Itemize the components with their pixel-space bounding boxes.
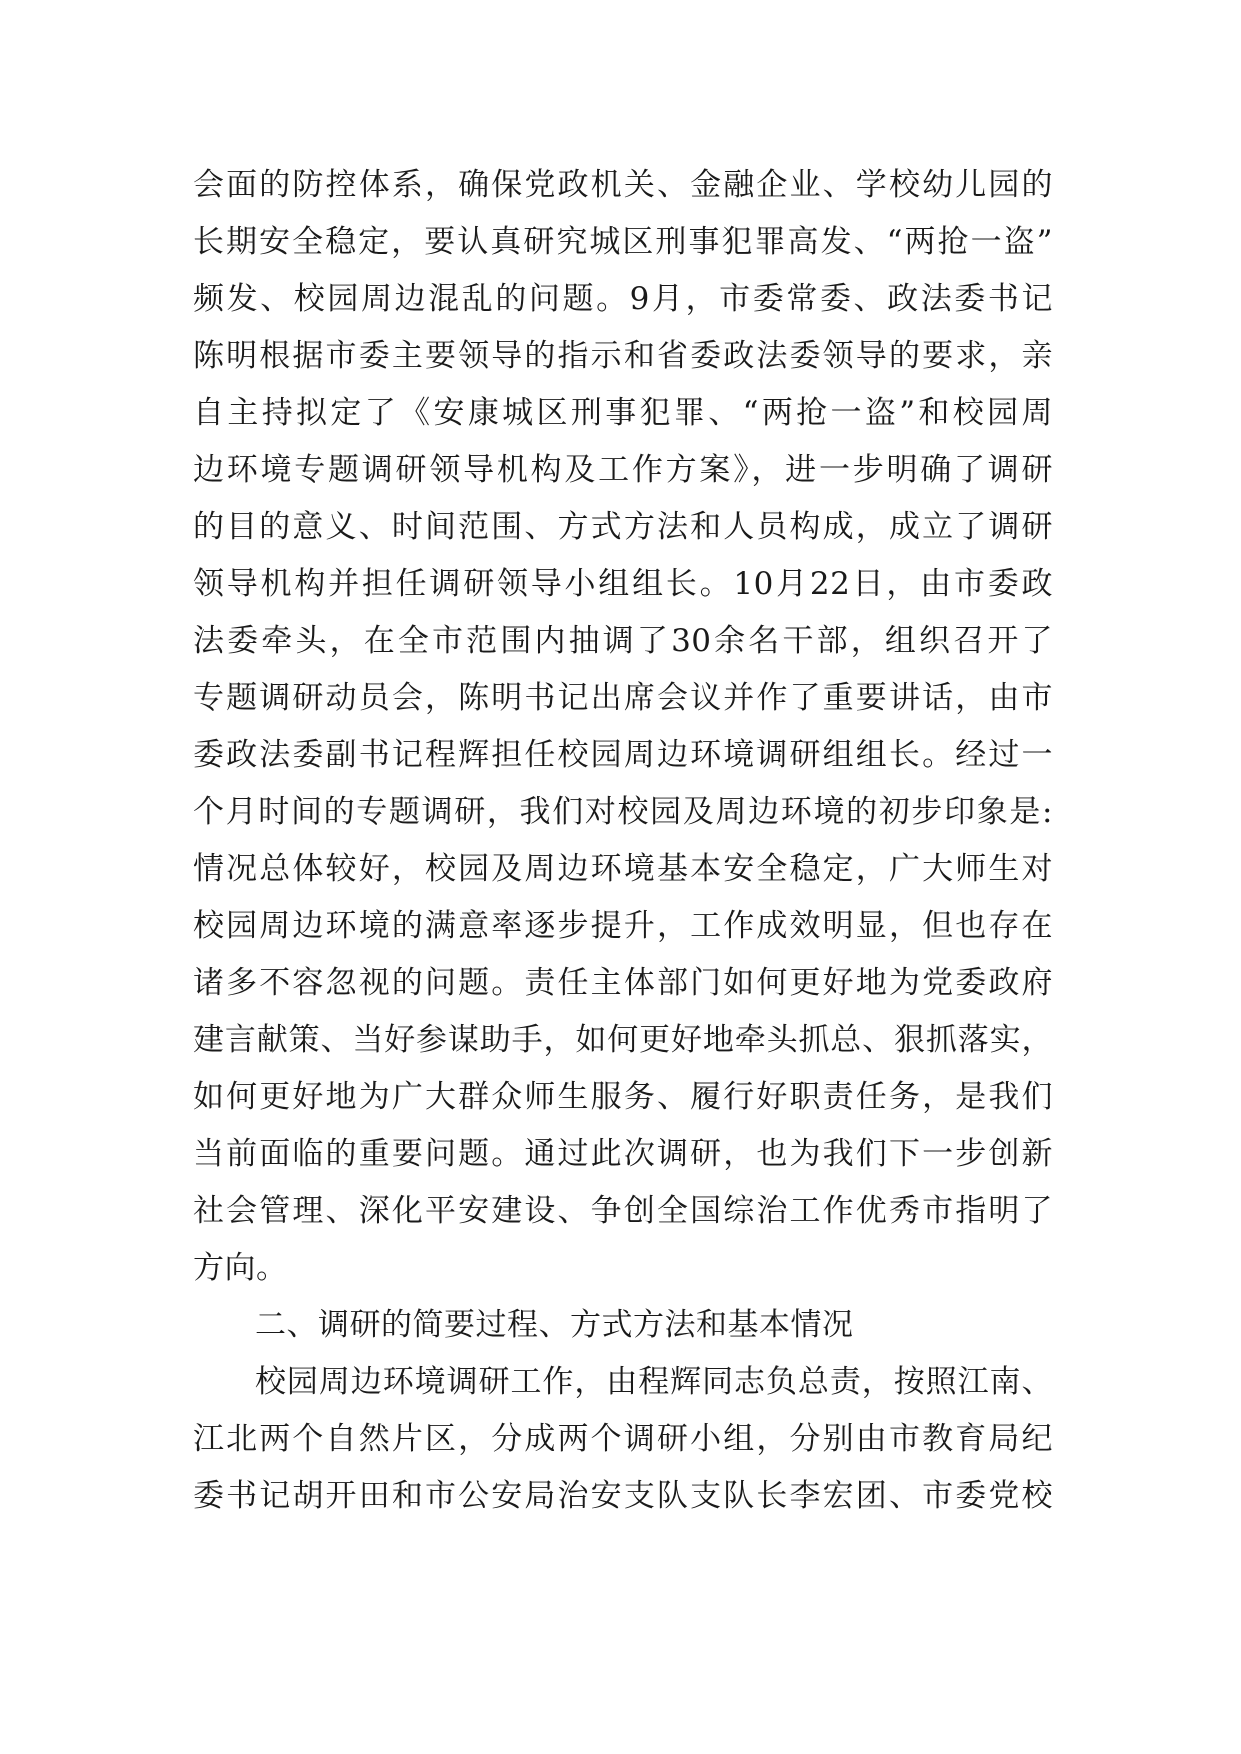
paragraph-line: 方向。	[193, 1250, 288, 1286]
paragraph-line: 委政法委副书记程辉担任校园周边环境调研组组长。经过一	[193, 737, 1053, 773]
paragraph-line: 自主持拟定了《安康城区刑事犯罪、“两抢一盗”和校园周	[193, 395, 1053, 431]
paragraph-line: 陈明根据市委主要领导的指示和省委政法委领导的要求，亲	[193, 338, 1053, 374]
paragraph-line: 长期安全稳定，要认真研究城区刑事犯罪高发、“两抢一盗”	[193, 224, 1053, 260]
paragraph-line: 校园周边环境的满意率逐步提升，工作成效明显，但也存在	[193, 908, 1053, 944]
paragraph-line: 的目的意义、时间范围、方式方法和人员构成，成立了调研	[193, 509, 1053, 545]
paragraph-line: 当前面临的重要问题。通过此次调研，也为我们下一步创新	[193, 1136, 1053, 1172]
paragraph-line: 专题调研动员会，陈明书记出席会议并作了重要讲话，由市	[193, 680, 1053, 716]
paragraph-line: 边环境专题调研领导机构及工作方案》，进一步明确了调研	[193, 452, 1053, 488]
paragraph-line: 建言献策、当好参谋助手，如何更好地牵头抓总、狠抓落实，	[193, 1022, 1053, 1058]
paragraph-line: 委书记胡开田和市公安局治安支队支队长李宏团、市委党校	[193, 1478, 1053, 1514]
paragraph-line: 领导机构并担任调研领导小组组长。10月22日，由市委政	[193, 566, 1053, 602]
paragraph-line: 江北两个自然片区，分成两个调研小组，分别由市教育局纪	[193, 1421, 1053, 1457]
document-body	[193, 157, 1053, 1525]
paragraph-line: 校园周边环境调研工作，由程辉同志负总责，按照江南、	[255, 1364, 1053, 1400]
paragraph-intro	[193, 157, 1053, 1297]
paragraph-line: 社会管理、深化平安建设、争创全国综治工作优秀市指明了	[193, 1193, 1053, 1229]
paragraph-line: 情况总体较好，校园及周边环境基本安全稳定，广大师生对	[193, 851, 1053, 887]
paragraph-line: 个月时间的专题调研，我们对校园及周边环境的初步印象是:	[193, 794, 1053, 830]
paragraph-process	[193, 1354, 1053, 1525]
section-heading: 二、调研的简要过程、方式方法和基本情况	[255, 1307, 854, 1343]
paragraph-line: 法委牵头，在全市范围内抽调了30余名干部，组织召开了	[193, 623, 1053, 659]
paragraph-line: 如何更好地为广大群众师生服务、履行好职责任务，是我们	[193, 1079, 1053, 1115]
paragraph-line: 诸多不容忽视的问题。责任主体部门如何更好地为党委政府	[193, 965, 1053, 1001]
paragraph-line: 会面的防控体系，确保党政机关、金融企业、学校幼儿园的	[193, 167, 1053, 203]
paragraph-line: 频发、校园周边混乱的问题。9月，市委常委、政法委书记	[193, 281, 1053, 317]
